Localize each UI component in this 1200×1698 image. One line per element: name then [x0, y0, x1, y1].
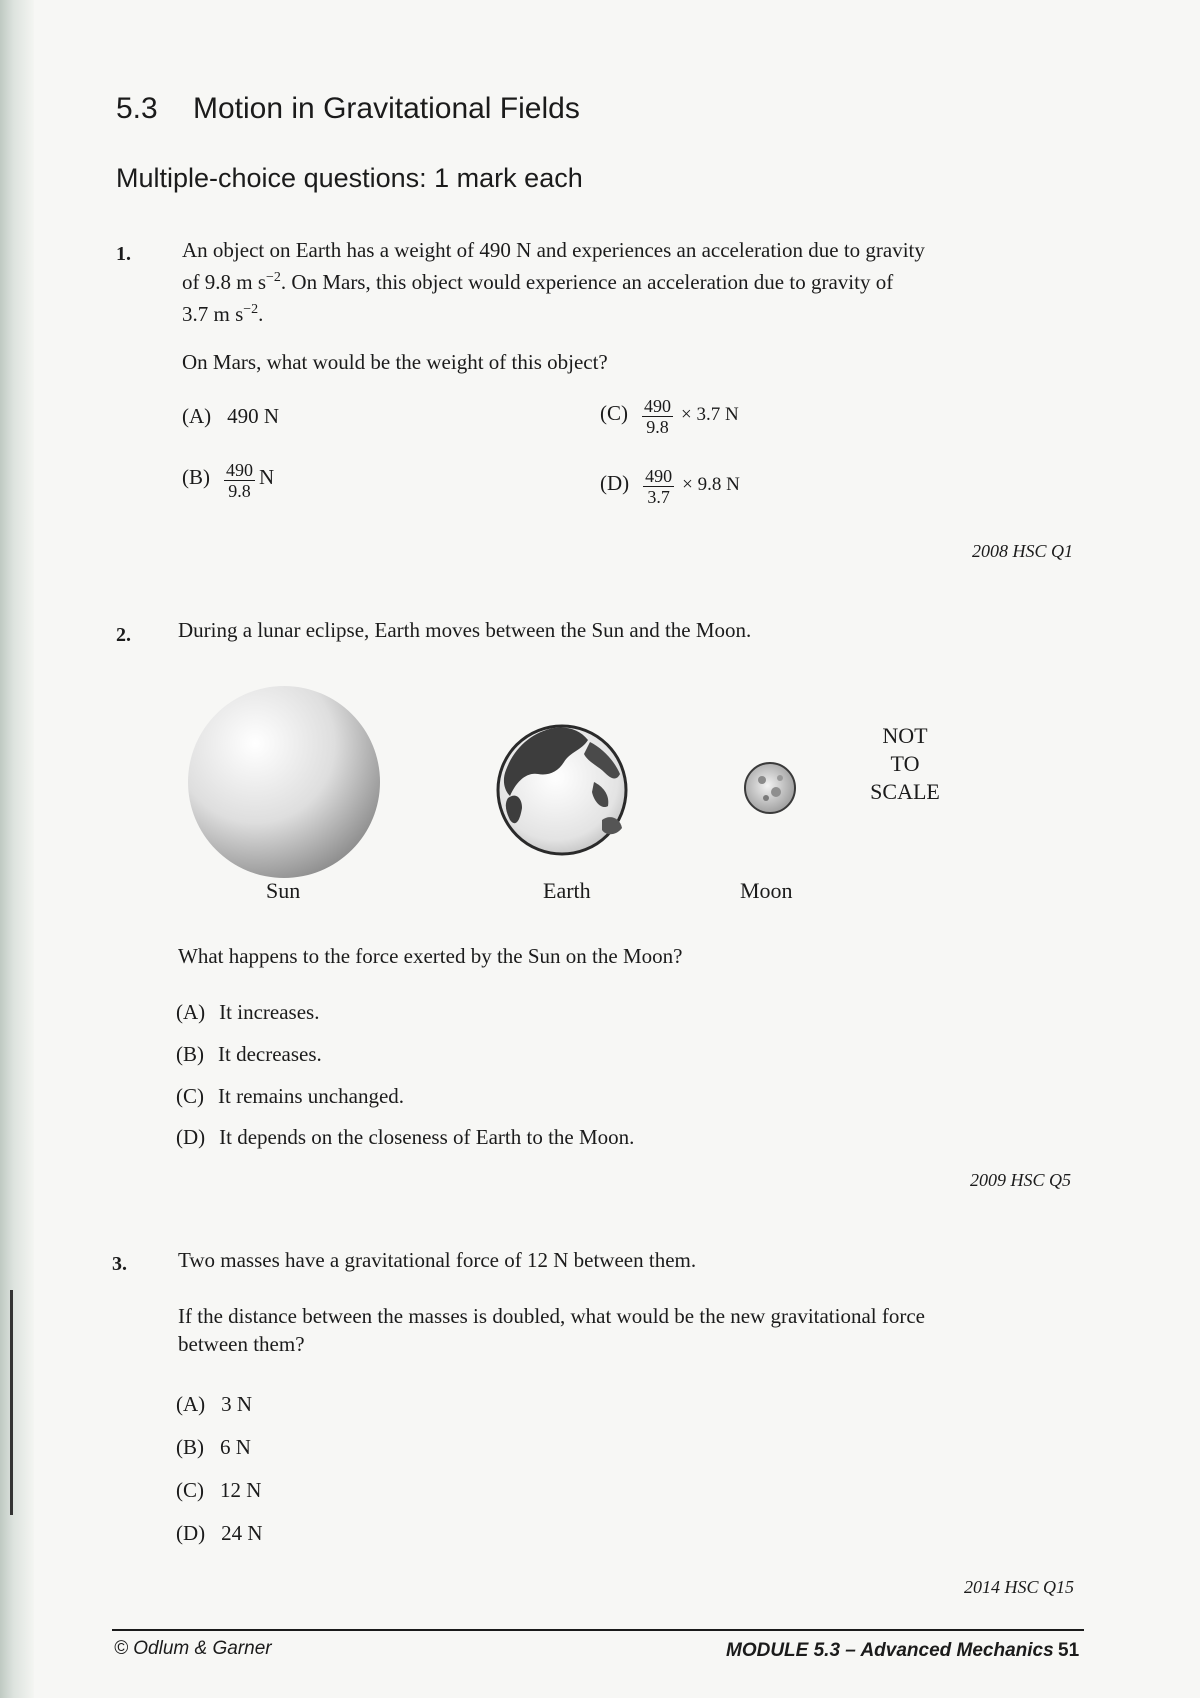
footer-module: MODULE 5.3 – Advanced Mechanics	[726, 1640, 1054, 1661]
question-1-option-a	[182, 404, 279, 429]
question-3-option-d: (D) 24 N	[176, 1521, 263, 1545]
eclipse-diagram	[170, 670, 970, 880]
moon-sphere-icon	[745, 763, 795, 813]
option-letter: (C)	[600, 401, 628, 426]
subheading: Multiple-choice questions: 1 mark each	[116, 163, 583, 193]
scan-edge	[0, 0, 34, 1698]
question-1-option-b: (B) $\frac{490}{9.8}$ N	[182, 460, 275, 501]
question-2-option-c: (C) It remains unchanged.	[176, 1084, 405, 1108]
question-2-option-a: (A) It increases.	[176, 1000, 320, 1024]
earth-globe-icon	[498, 726, 626, 854]
question-1-stem-line-3: 3.7 m $s^{-2}$.	[182, 302, 264, 326]
question-2-stem: During a lunar eclipse, Earth moves between the Sun and the Moon.	[178, 618, 752, 642]
question-1-prompt: On Mars, what would be the weight of this object?	[182, 350, 608, 374]
option-letter: (B)	[182, 465, 210, 490]
question-2-number: 2.	[116, 624, 131, 646]
footer-copyright: © Odlum & Garner	[114, 1638, 272, 1659]
question-1-number: 1.	[116, 243, 131, 265]
fraction: $\frac{490}{9.8}$	[226, 460, 253, 501]
question-1-source: 2008 HSC Q1	[972, 541, 1074, 561]
question-3-option-c: (C) 12 N	[176, 1478, 262, 1502]
question-1-stem-line-2: of 9.8 m $s^{-2}$. On Mars, this object would experience an acceleration due to gravity of	[182, 270, 894, 294]
moon-label: Moon	[740, 878, 793, 903]
question-1-stem	[182, 236, 925, 328]
question-1-option-c: (C) $\frac{490}{9.8}$ × 3.7 N	[600, 396, 739, 437]
sun-sphere-icon	[188, 686, 380, 878]
question-2-source: 2009 HSC Q5	[970, 1170, 1072, 1190]
question-3-stem: Two masses have a gravitational force of 12 N between them.	[178, 1248, 697, 1272]
question-2-option-d: (D) It depends on the closeness of Earth to the Moon.	[176, 1125, 635, 1149]
earth-label: Earth	[543, 878, 591, 903]
option-letter: (D)	[600, 471, 630, 496]
sun-label: Sun	[266, 878, 301, 903]
option-text: 490 N	[227, 404, 280, 428]
question-1-stem-line-1: An object on Earth has a weight of 490 N and experiences an acceleration due to gravity	[182, 238, 925, 262]
question-3-number: 3.	[112, 1253, 127, 1275]
fraction: $\frac{490}{9.8}$	[644, 396, 671, 437]
option-letter: (A)	[182, 404, 212, 428]
question-2-prompt: What happens to the force exerted by the Sun on the Moon?	[178, 944, 683, 968]
section-title: Motion in Gravitational Fields	[193, 92, 580, 125]
not-to-scale-note: NOT TO SCALE	[870, 723, 940, 804]
scan-edge-mark	[10, 1290, 13, 1515]
question-3-prompt: If the distance between the masses is doubled, what would be the new gravitational force between them?	[178, 1304, 926, 1356]
page-number: 51	[1058, 1640, 1080, 1661]
question-3-source: 2014 HSC Q15	[964, 1577, 1075, 1597]
footer-rule	[112, 1629, 1084, 1631]
question-1-option-d: (D) $\frac{490}{3.7}$ × 9.8 N	[600, 466, 740, 507]
fraction: $\frac{490}{3.7}$	[645, 466, 673, 507]
question-3-option-a: (A) 3 N	[176, 1392, 253, 1416]
question-2-option-b: (B) It decreases.	[176, 1042, 322, 1066]
section-number: 5.3	[116, 92, 158, 125]
question-3-option-b: (B) 6 N	[176, 1435, 251, 1459]
